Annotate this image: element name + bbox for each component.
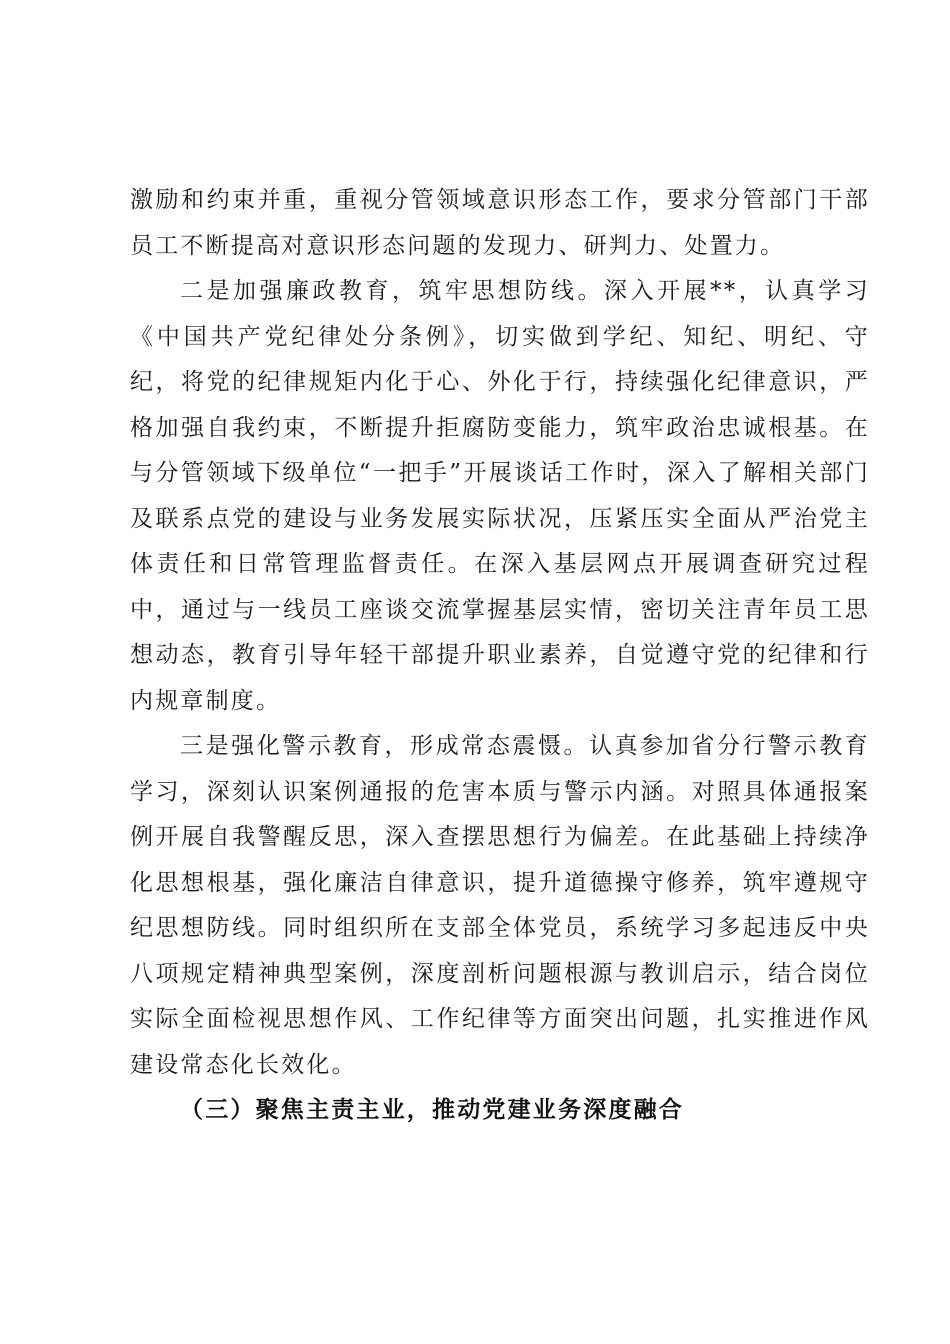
section-heading: （三）聚焦主责主业，推动党建业务深度融合: [180, 1097, 684, 1123]
paragraph-warning-education: 三是强化警示教育，形成常态震慑。认真参加省分行警示教育学习，深刻认识案例通报的危害本质与警示内涵。对照具体通报案例开展自我警醒反思，深入查摆思想行为偏差。在此基础上持续净化思想根基，强化廉洁自律意识，提升道德操守修养，筑牢遵规守纪思想防线。同时组织所在支部全体党员，系统学习多起违反中央八项规定精神典型案例，深度剖析问题根源与教训启示，结合岗位实际全面检视思想作风、工作纪律等方面突出问题，扎实推进作风建设常态化长效化。: [130, 733, 870, 1078]
paragraph-integrity-education: 二是加强廉政教育，筑牢思想防线。深入开展**，认真学习《中国共产党纪律处分条例》，切实做到学纪、知纪、明纪、守纪，将党的纪律规矩内化于心、外化于行，持续强化纪律意识，严格加强自我约束，不断提升拒腐防变能力，筑牢政治忠诚根基。在与分管领域下级单位“一把手”开展谈话工作时，深入了解相关部门及联系点党的建设与业务发展实际状况，压紧压实全面从严治党主体责任和日常管理监督责任。在深入基层网点开展调查研究过程中，通过与一线员工座谈交流掌握基层实情，密切关注青年员工思想动态，教育引导年轻干部提升职业素养，自觉遵守党的纪律和行内规章制度。: [130, 278, 870, 714]
paragraph-continuation: 激励和约束并重，重视分管领域意识形态工作，要求分管部门干部员工不断提高对意识形态问题的发现力、研判力、处置力。: [130, 187, 870, 259]
document-body: [130, 178, 870, 1134]
